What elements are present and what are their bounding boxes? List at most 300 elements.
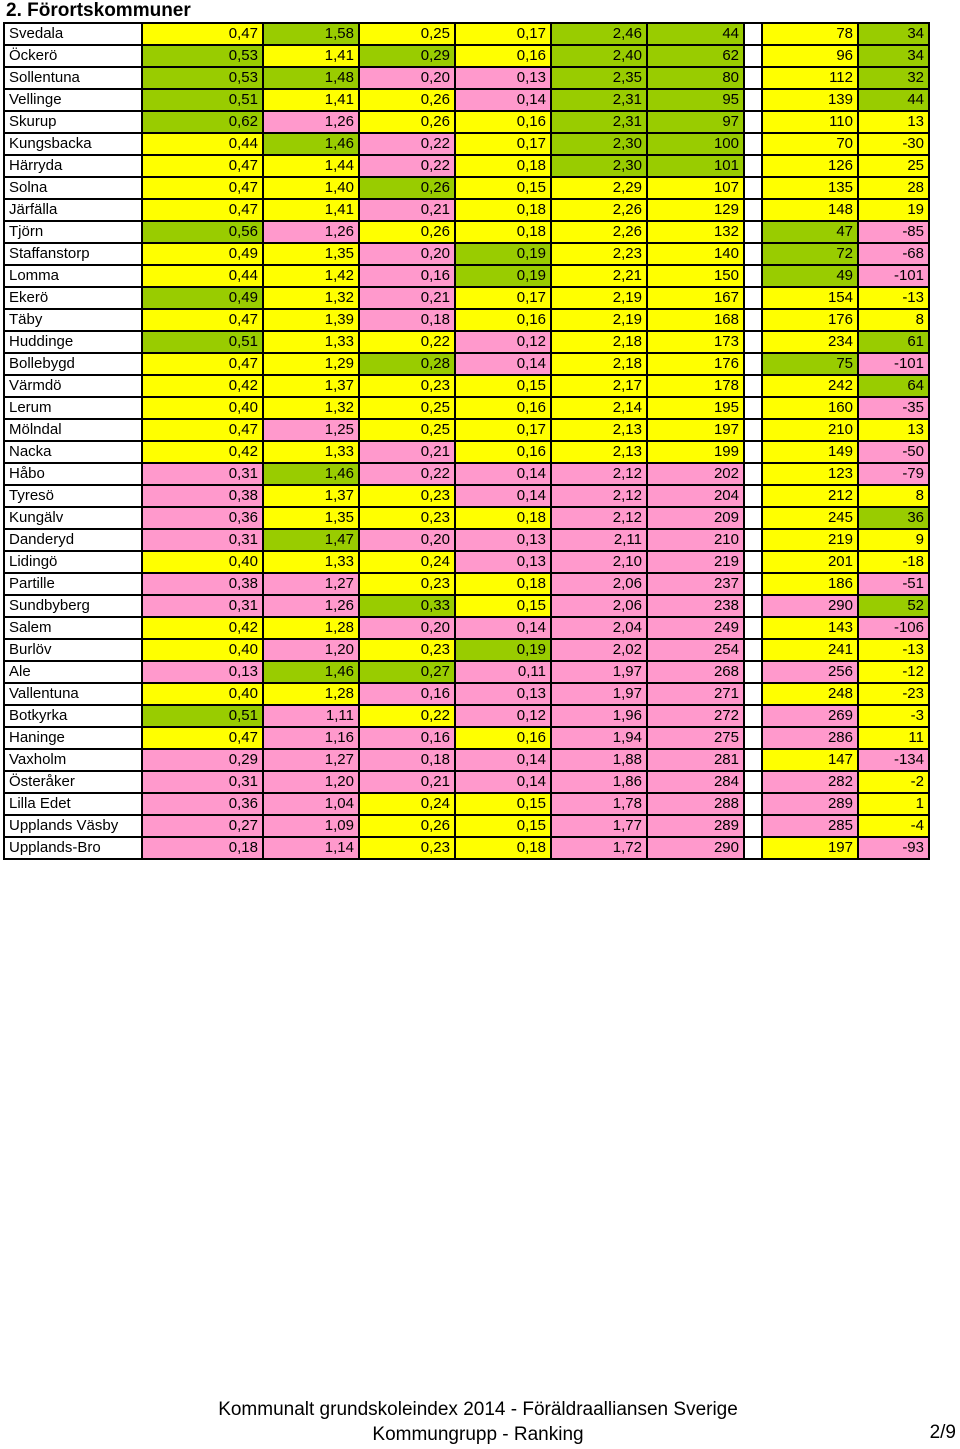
table-row (4, 45, 929, 67)
value-cell: 34 (858, 23, 929, 45)
value-cell: 204 (647, 485, 744, 507)
table-row (4, 419, 929, 441)
value-cell: 62 (647, 45, 744, 67)
value-cell: 0,13 (455, 529, 551, 551)
table-row (4, 463, 929, 485)
value-cell: 0,53 (142, 45, 263, 67)
value-cell: 101 (647, 155, 744, 177)
value-cell: 1,39 (263, 309, 359, 331)
table-row (4, 353, 929, 375)
table-row (4, 243, 929, 265)
value-cell: 1,32 (263, 287, 359, 309)
value-cell: 0,51 (142, 705, 263, 727)
municipality-name: Lomma (4, 265, 142, 287)
value-cell: 0,42 (142, 441, 263, 463)
value-cell: 0,24 (359, 551, 455, 573)
value-cell: 78 (762, 23, 858, 45)
value-cell: 2,30 (551, 155, 647, 177)
value-cell: 0,29 (359, 45, 455, 67)
value-cell: 13 (858, 111, 929, 133)
value-cell: 271 (647, 683, 744, 705)
value-cell: 149 (762, 441, 858, 463)
municipality-name: Huddinge (4, 331, 142, 353)
value-cell: 1,11 (263, 705, 359, 727)
value-cell: 0,25 (359, 419, 455, 441)
value-cell: 288 (647, 793, 744, 815)
value-cell: 80 (647, 67, 744, 89)
value-cell: 70 (762, 133, 858, 155)
table-row (4, 617, 929, 639)
value-cell: 241 (762, 639, 858, 661)
spacer-cell (744, 353, 762, 375)
municipality-name: Täby (4, 309, 142, 331)
value-cell: 0,47 (142, 199, 263, 221)
value-cell: 8 (858, 309, 929, 331)
municipality-name: Håbo (4, 463, 142, 485)
value-cell: 2,40 (551, 45, 647, 67)
value-cell: 0,47 (142, 155, 263, 177)
table-row (4, 507, 929, 529)
value-cell: 0,21 (359, 287, 455, 309)
value-cell: 0,51 (142, 89, 263, 111)
value-cell: 32 (858, 67, 929, 89)
value-cell: 0,27 (359, 661, 455, 683)
value-cell: 1,96 (551, 705, 647, 727)
value-cell: 209 (647, 507, 744, 529)
value-cell: 8 (858, 485, 929, 507)
value-cell: 0,21 (359, 771, 455, 793)
value-cell: 61 (858, 331, 929, 353)
page-number: 2/9 (929, 1422, 956, 1443)
value-cell: 0,33 (359, 595, 455, 617)
value-cell: 289 (762, 793, 858, 815)
municipality-name: Haninge (4, 727, 142, 749)
value-cell: 0,21 (359, 199, 455, 221)
municipality-name: Tyresö (4, 485, 142, 507)
value-cell: 140 (647, 243, 744, 265)
value-cell: -85 (858, 221, 929, 243)
value-cell: 0,18 (455, 507, 551, 529)
value-cell: 0,47 (142, 23, 263, 45)
value-cell: 289 (647, 815, 744, 837)
municipality-name: Kungälv (4, 507, 142, 529)
value-cell: 1,37 (263, 375, 359, 397)
value-cell: 0,17 (455, 419, 551, 441)
value-cell: 0,18 (455, 155, 551, 177)
value-cell: 0,49 (142, 287, 263, 309)
value-cell: 0,20 (359, 243, 455, 265)
value-cell: 0,17 (455, 287, 551, 309)
spacer-cell (744, 199, 762, 221)
value-cell: 248 (762, 683, 858, 705)
value-cell: 148 (762, 199, 858, 221)
value-cell: 0,16 (455, 111, 551, 133)
value-cell: 0,14 (455, 353, 551, 375)
value-cell: 2,14 (551, 397, 647, 419)
value-cell: 1,37 (263, 485, 359, 507)
table-row (4, 573, 929, 595)
ranking-table (3, 22, 930, 860)
value-cell: 1,27 (263, 573, 359, 595)
value-cell: 1,48 (263, 67, 359, 89)
table-row (4, 771, 929, 793)
value-cell: 2,04 (551, 617, 647, 639)
value-cell: 268 (647, 661, 744, 683)
value-cell: 0,53 (142, 67, 263, 89)
value-cell: 1,97 (551, 661, 647, 683)
value-cell: 0,16 (455, 45, 551, 67)
value-cell: 72 (762, 243, 858, 265)
value-cell: 2,26 (551, 199, 647, 221)
value-cell: 1,46 (263, 661, 359, 683)
value-cell: 2,19 (551, 287, 647, 309)
value-cell: 1,09 (263, 815, 359, 837)
value-cell: 154 (762, 287, 858, 309)
value-cell: 0,19 (455, 265, 551, 287)
value-cell: 286 (762, 727, 858, 749)
spacer-cell (744, 441, 762, 463)
value-cell: 36 (858, 507, 929, 529)
value-cell: 0,18 (455, 221, 551, 243)
spacer-cell (744, 23, 762, 45)
value-cell: 0,18 (359, 749, 455, 771)
value-cell: 0,26 (359, 111, 455, 133)
value-cell: 1,26 (263, 595, 359, 617)
value-cell: 97 (647, 111, 744, 133)
value-cell: 0,44 (142, 265, 263, 287)
value-cell: 126 (762, 155, 858, 177)
value-cell: 2,02 (551, 639, 647, 661)
spacer-cell (744, 815, 762, 837)
value-cell: 0,47 (142, 177, 263, 199)
value-cell: 242 (762, 375, 858, 397)
value-cell: -2 (858, 771, 929, 793)
value-cell: 1,33 (263, 551, 359, 573)
value-cell: 2,13 (551, 441, 647, 463)
value-cell: 0,40 (142, 639, 263, 661)
value-cell: 178 (647, 375, 744, 397)
value-cell: 1,32 (263, 397, 359, 419)
municipality-name: Lerum (4, 397, 142, 419)
table-row (4, 639, 929, 661)
value-cell: 0,20 (359, 67, 455, 89)
municipality-name: Sollentuna (4, 67, 142, 89)
value-cell: 202 (647, 463, 744, 485)
municipality-name: Österåker (4, 771, 142, 793)
value-cell: 0,16 (359, 727, 455, 749)
spacer-cell (744, 749, 762, 771)
value-cell: 0,25 (359, 397, 455, 419)
value-cell: 0,56 (142, 221, 263, 243)
value-cell: 0,14 (455, 749, 551, 771)
value-cell: 1,35 (263, 507, 359, 529)
value-cell: 9 (858, 529, 929, 551)
municipality-name: Botkyrka (4, 705, 142, 727)
value-cell: 2,46 (551, 23, 647, 45)
municipality-name: Staffanstorp (4, 243, 142, 265)
value-cell: 0,14 (455, 617, 551, 639)
municipality-name: Upplands Väsby (4, 815, 142, 837)
value-cell: -101 (858, 353, 929, 375)
table-row (4, 265, 929, 287)
spacer-cell (744, 705, 762, 727)
value-cell: 282 (762, 771, 858, 793)
table-row (4, 661, 929, 683)
value-cell: 1,29 (263, 353, 359, 375)
municipality-name: Lilla Edet (4, 793, 142, 815)
value-cell: -13 (858, 639, 929, 661)
value-cell: 0,18 (455, 573, 551, 595)
value-cell: 0,23 (359, 837, 455, 859)
value-cell: 0,12 (455, 705, 551, 727)
value-cell: -30 (858, 133, 929, 155)
municipality-name: Öckerö (4, 45, 142, 67)
value-cell: -4 (858, 815, 929, 837)
value-cell: -134 (858, 749, 929, 771)
value-cell: 219 (647, 551, 744, 573)
value-cell: 160 (762, 397, 858, 419)
spacer-cell (744, 111, 762, 133)
value-cell: 0,22 (359, 331, 455, 353)
spacer-cell (744, 89, 762, 111)
value-cell: 173 (647, 331, 744, 353)
value-cell: 0,15 (455, 177, 551, 199)
value-cell: 110 (762, 111, 858, 133)
value-cell: 269 (762, 705, 858, 727)
value-cell: 135 (762, 177, 858, 199)
spacer-cell (744, 661, 762, 683)
section-title: 2. Förortskommuner (6, 0, 191, 21)
municipality-name: Nacka (4, 441, 142, 463)
value-cell: 1,25 (263, 419, 359, 441)
value-cell: 1,72 (551, 837, 647, 859)
table-row (4, 23, 929, 45)
table-row (4, 793, 929, 815)
table-row (4, 155, 929, 177)
value-cell: 143 (762, 617, 858, 639)
value-cell: -79 (858, 463, 929, 485)
municipality-name: Värmdö (4, 375, 142, 397)
value-cell: 2,18 (551, 331, 647, 353)
value-cell: 0,40 (142, 683, 263, 705)
value-cell: 199 (647, 441, 744, 463)
value-cell: 256 (762, 661, 858, 683)
footer-subtitle: Kommungrupp - Ranking (372, 1424, 584, 1445)
value-cell: 285 (762, 815, 858, 837)
table-row (4, 727, 929, 749)
value-cell: 1,97 (551, 683, 647, 705)
value-cell: 1,77 (551, 815, 647, 837)
value-cell: 272 (647, 705, 744, 727)
value-cell: 2,12 (551, 507, 647, 529)
value-cell: 234 (762, 331, 858, 353)
spacer-cell (744, 837, 762, 859)
value-cell: 201 (762, 551, 858, 573)
value-cell: 49 (762, 265, 858, 287)
spacer-cell (744, 727, 762, 749)
spacer-cell (744, 485, 762, 507)
spacer-cell (744, 419, 762, 441)
value-cell: 129 (647, 199, 744, 221)
value-cell: 0,23 (359, 573, 455, 595)
value-cell: 0,31 (142, 463, 263, 485)
value-cell: 0,47 (142, 419, 263, 441)
value-cell: 147 (762, 749, 858, 771)
value-cell: 1,26 (263, 111, 359, 133)
value-cell: -50 (858, 441, 929, 463)
value-cell: 2,06 (551, 573, 647, 595)
value-cell: 210 (647, 529, 744, 551)
value-cell: 0,13 (455, 551, 551, 573)
municipality-name: Skurup (4, 111, 142, 133)
value-cell: 0,47 (142, 353, 263, 375)
value-cell: 284 (647, 771, 744, 793)
value-cell: 95 (647, 89, 744, 111)
spacer-cell (744, 375, 762, 397)
table-row (4, 749, 929, 771)
value-cell: -51 (858, 573, 929, 595)
table-row (4, 287, 929, 309)
value-cell: 0,47 (142, 727, 263, 749)
value-cell: 1,41 (263, 45, 359, 67)
value-cell: 0,26 (359, 177, 455, 199)
value-cell: 1,42 (263, 265, 359, 287)
value-cell: 11 (858, 727, 929, 749)
value-cell: 219 (762, 529, 858, 551)
table-row (4, 67, 929, 89)
value-cell: 0,27 (142, 815, 263, 837)
value-cell: 0,51 (142, 331, 263, 353)
value-cell: 0,47 (142, 309, 263, 331)
value-cell: 275 (647, 727, 744, 749)
municipality-name: Lidingö (4, 551, 142, 573)
value-cell: 0,38 (142, 573, 263, 595)
municipality-name: Salem (4, 617, 142, 639)
value-cell: 1,88 (551, 749, 647, 771)
value-cell: 0,16 (455, 441, 551, 463)
value-cell: 0,14 (455, 463, 551, 485)
value-cell: 0,31 (142, 771, 263, 793)
municipality-name: Danderyd (4, 529, 142, 551)
value-cell: 0,15 (455, 793, 551, 815)
spacer-cell (744, 683, 762, 705)
value-cell: 0,17 (455, 133, 551, 155)
value-cell: 0,44 (142, 133, 263, 155)
table-row (4, 133, 929, 155)
value-cell: 0,15 (455, 595, 551, 617)
value-cell: 0,26 (359, 221, 455, 243)
value-cell: -18 (858, 551, 929, 573)
value-cell: 0,16 (359, 265, 455, 287)
spacer-cell (744, 397, 762, 419)
value-cell: 0,18 (455, 837, 551, 859)
value-cell: 0,19 (455, 243, 551, 265)
value-cell: 2,13 (551, 419, 647, 441)
municipality-name: Ale (4, 661, 142, 683)
municipality-name: Ekerö (4, 287, 142, 309)
value-cell: 2,31 (551, 111, 647, 133)
value-cell: 0,40 (142, 397, 263, 419)
spacer-cell (744, 177, 762, 199)
value-cell: 0,14 (455, 89, 551, 111)
value-cell: 0,20 (359, 529, 455, 551)
table-row (4, 221, 929, 243)
value-cell: -101 (858, 265, 929, 287)
value-cell: 2,17 (551, 375, 647, 397)
value-cell: -106 (858, 617, 929, 639)
value-cell: -35 (858, 397, 929, 419)
value-cell: 197 (762, 837, 858, 859)
value-cell: 1,35 (263, 243, 359, 265)
value-cell: 1,26 (263, 221, 359, 243)
value-cell: 0,11 (455, 661, 551, 683)
value-cell: 0,23 (359, 507, 455, 529)
value-cell: 123 (762, 463, 858, 485)
value-cell: 0,13 (455, 67, 551, 89)
municipality-name: Bollebygd (4, 353, 142, 375)
value-cell: 25 (858, 155, 929, 177)
spacer-cell (744, 595, 762, 617)
value-cell: 0,28 (359, 353, 455, 375)
value-cell: 28 (858, 177, 929, 199)
value-cell: 47 (762, 221, 858, 243)
value-cell: 0,25 (359, 23, 455, 45)
value-cell: 0,16 (455, 727, 551, 749)
municipality-name: Järfälla (4, 199, 142, 221)
table-row (4, 331, 929, 353)
value-cell: 2,18 (551, 353, 647, 375)
value-cell: 0,15 (455, 815, 551, 837)
value-cell: 0,13 (142, 661, 263, 683)
table-row (4, 595, 929, 617)
value-cell: 238 (647, 595, 744, 617)
value-cell: 1,14 (263, 837, 359, 859)
value-cell: 0,12 (455, 331, 551, 353)
municipality-name: Mölndal (4, 419, 142, 441)
value-cell: 1,40 (263, 177, 359, 199)
table-row (4, 683, 929, 705)
spacer-cell (744, 287, 762, 309)
value-cell: 112 (762, 67, 858, 89)
value-cell: 0,18 (455, 199, 551, 221)
spacer-cell (744, 331, 762, 353)
municipality-name: Upplands-Bro (4, 837, 142, 859)
value-cell: 0,31 (142, 529, 263, 551)
spacer-cell (744, 793, 762, 815)
spacer-cell (744, 221, 762, 243)
value-cell: 0,14 (455, 771, 551, 793)
spacer-cell (744, 133, 762, 155)
value-cell: 167 (647, 287, 744, 309)
value-cell: 13 (858, 419, 929, 441)
value-cell: 52 (858, 595, 929, 617)
table-row (4, 309, 929, 331)
value-cell: 0,16 (455, 397, 551, 419)
value-cell: 2,26 (551, 221, 647, 243)
spacer-cell (744, 309, 762, 331)
spacer-cell (744, 45, 762, 67)
value-cell: -13 (858, 287, 929, 309)
value-cell: 0,38 (142, 485, 263, 507)
value-cell: 1,33 (263, 331, 359, 353)
value-cell: 0,21 (359, 441, 455, 463)
value-cell: 1,04 (263, 793, 359, 815)
value-cell: -12 (858, 661, 929, 683)
value-cell: 1 (858, 793, 929, 815)
value-cell: 281 (647, 749, 744, 771)
municipality-name: Kungsbacka (4, 133, 142, 155)
value-cell: 0,23 (359, 485, 455, 507)
